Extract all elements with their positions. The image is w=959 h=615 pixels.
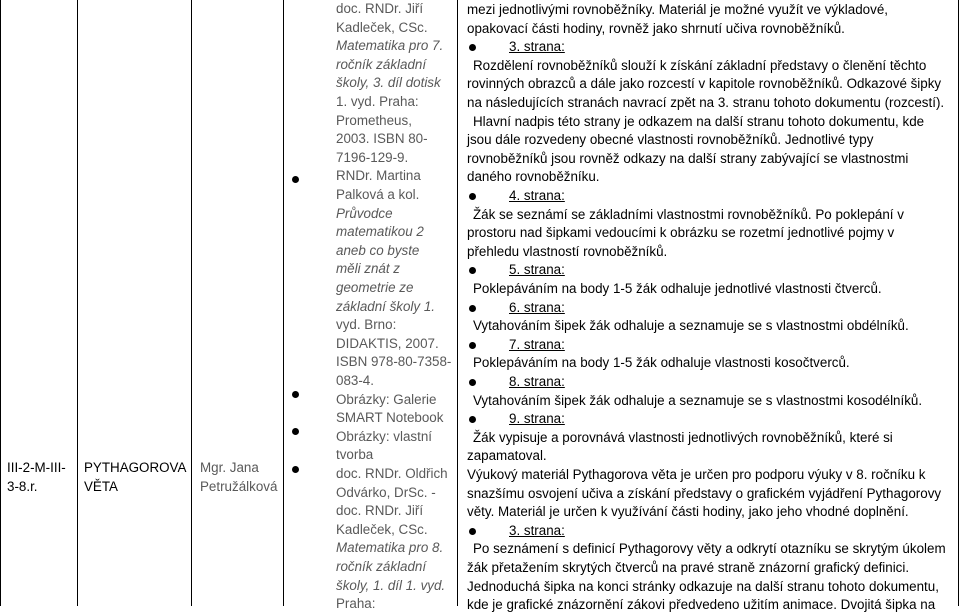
description-line: snazšímu osvojení učiva a získání představy o grafickém vyjádření Pythagorovy: [467, 485, 942, 501]
topic-cell: PYTHAGOROVA VĚTA: [84, 460, 186, 494]
source-line: 1. vyd. Praha:: [336, 94, 419, 109]
source-line: aneb co byste: [336, 242, 420, 258]
source-line: geometrie ze: [336, 280, 414, 295]
source-line: školy, 1. díl 1. vyd.: [336, 577, 446, 593]
description-line: Poklepáváním na body 1-5 žák odhaluje jednotlivé vlastnosti čtverců.: [473, 281, 882, 296]
source-line: 083-4.: [336, 373, 374, 388]
description-line: mezi jednotlivými rovnoběžníky. Materiál je možné využít ve výkladové,: [467, 2, 888, 17]
list-bullet: [292, 391, 299, 398]
source-line: Kadleček, CSc.: [336, 521, 428, 537]
table-border-left: [0, 0, 1, 606]
description-line: Žák se seznámí se základními vlastnostmi rovnoběžníků. Po poklepání v: [473, 206, 904, 222]
list-bullet: [469, 379, 476, 386]
list-bullet: [469, 44, 476, 51]
page-link[interactable]: 6. strana:: [509, 299, 565, 315]
list-bullet: [292, 428, 299, 435]
table-border-col2: [191, 0, 192, 606]
table-border-col4: [457, 0, 458, 606]
description-line: Vytahováním šipek žák odhaluje a seznamuje se s vlastnostmi kosodélníků.: [473, 392, 923, 408]
source-line: Palková a kol.: [336, 187, 420, 202]
source-line: tvorba: [336, 447, 374, 463]
description-line: žák přetažením skrytých čtverců na pravé straně znázorní grafický definici.: [467, 560, 910, 575]
description-line: opakovací části hodiny, rovněž jako shrnutí učiva rovnoběžníků.: [467, 20, 845, 36]
page-link[interactable]: 4. strana:: [509, 188, 565, 203]
source-line: Obrázky: vlastní: [336, 428, 432, 444]
description-line: na následujících stranách navrací zpět na 3. stranu tohoto dokumentu (rozcestí).: [467, 95, 945, 110]
source-line: Odvárko, DrSc. -: [336, 484, 436, 500]
description-line: rovnoběžníků jsou rovněž odkazy na další strany zabývající se vlastnostmi: [467, 150, 909, 166]
page-link[interactable]: 3. strana:: [509, 522, 565, 538]
author-cell: Mgr. Jana Petružálková: [200, 460, 278, 494]
source-line: Matematika pro 8.: [336, 540, 444, 556]
list-bullet: [469, 193, 476, 200]
source-line: ročník základní: [336, 56, 427, 72]
source-line: Matematika pro 7.: [336, 38, 444, 54]
page-link[interactable]: 3. strana:: [509, 39, 565, 55]
source-line: doc. RNDr. Jiří: [336, 503, 424, 519]
source-line: SMART Notebook: [336, 410, 444, 426]
page-link[interactable]: 5. strana:: [509, 262, 565, 278]
source-line: doc. RNDr. Oldřich: [336, 466, 448, 481]
source-line: doc. RNDr. Jiří: [336, 1, 424, 16]
source-line: matematikou 2: [336, 224, 424, 240]
description-line: Jednoduchá šipka na konci stránky odkazuje na další stranu tohoto dokumentu,: [467, 578, 939, 594]
description-line: jsou dále rozvedeny obecné vlastnosti rovnoběžníků. Jednotlivé typy: [467, 132, 874, 148]
source-line: základní školy 1.: [336, 298, 435, 314]
table-border-col3: [283, 0, 284, 606]
source-line: ISBN 978-80-7358-: [336, 354, 452, 370]
source-line: školy, 3. díl dotisk: [336, 75, 441, 91]
list-bullet: [292, 176, 299, 183]
source-line: ročník základní: [336, 559, 427, 574]
description-line: Hlavní nadpis této strany je odkazem na další stranu tohoto dokumentu, kde: [473, 113, 925, 129]
description-line: zapamatoval.: [467, 448, 547, 464]
description-line: kde je grafické znázornění zákovi předvedeno užitím animace. Dvojitá šipka na: [467, 597, 936, 613]
source-line: Obrázky: Galerie: [336, 391, 437, 407]
description-line: daného rovnoběžníku.: [467, 169, 600, 185]
description-line: Poklepáváním na body 1-5 žák odhaluje vlastnosti kosočtverců.: [473, 355, 850, 371]
source-line: Průvodce: [336, 205, 393, 221]
description-line: přehledu vlastností rovnoběžníků.: [467, 243, 668, 259]
list-bullet: [469, 416, 476, 423]
description-line: Rozdělení rovnoběžníků slouží k získání základní představy o členění těchto: [473, 57, 927, 73]
description-line: věty. Materiál je určen k využívání části hodiny, jako jeho vhodné doplnění.: [467, 504, 909, 520]
list-bullet: [469, 342, 476, 349]
page-link[interactable]: 9. strana:: [509, 411, 565, 427]
list-bullet: [292, 466, 299, 473]
description-line: Výukový materiál Pythagorova věta je určen pro podporu výuky v 8. ročníku k: [467, 467, 926, 482]
source-line: Kadleček, CSc.: [336, 19, 428, 35]
list-bullet: [469, 305, 476, 312]
list-bullet: [469, 267, 476, 274]
source-line: Praha:: [336, 596, 376, 612]
description-line: Žák vypisuje a porovnává vlastnosti jednotlivých rovnoběžníků, které si: [473, 429, 893, 445]
description-line: prostoru nad šipkami vedoucími k obrázku se rozetmí jednotlivé pojmy v: [467, 225, 895, 241]
list-bullet: [469, 528, 476, 535]
source-line: DIDAKTIS, 2007.: [336, 335, 439, 351]
description-line: Vytahováním šipek žák odhaluje a seznamuje se s vlastnostmi obdélníků.: [473, 318, 909, 334]
page-link[interactable]: 8. strana:: [509, 374, 565, 389]
description-line: rovinných obrazců a dále jako rozcestí v kapitole rovnoběžníků. Odkazové šipky: [467, 76, 942, 92]
description-line: Po seznámení s definicí Pythagorovy věty a odkrytí otazníku se skrytým úkolem: [473, 541, 946, 557]
table-border-col1: [77, 0, 78, 606]
source-line: Prometheus,: [336, 112, 412, 128]
source-line: měli znát z: [336, 261, 400, 277]
page-link[interactable]: 7. strana:: [509, 336, 565, 352]
row-code-cell: III-2-M-III-3-8.r.: [7, 460, 66, 494]
source-line: 7196-129-9.: [336, 149, 409, 165]
source-line: vyd. Brno:: [336, 317, 397, 333]
source-line: RNDr. Martina: [336, 168, 421, 184]
source-line: 2003. ISBN 80-: [336, 131, 428, 147]
